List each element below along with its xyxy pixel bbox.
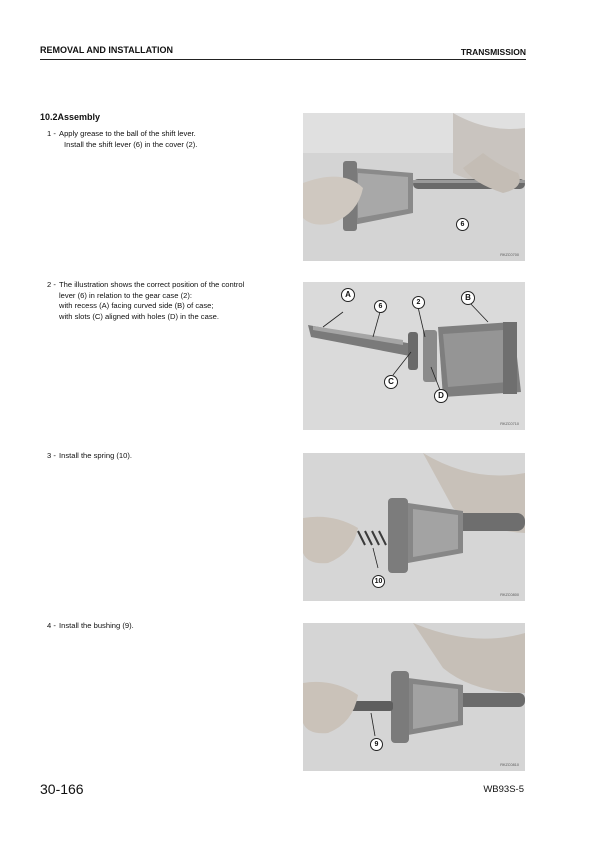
section-title: 10.2Assembly [40,112,101,122]
callout-B: B [461,291,475,305]
step-3-text-1: Install the spring (10). [59,451,133,460]
step-2-line-3: with recess (A) facing curved side (B) of case; [59,301,214,311]
header-divider [40,59,526,60]
figure-1-photo [303,113,525,261]
step-2-number: 2 - [47,280,56,289]
figure-3-photo [303,453,525,601]
callout-C: C [384,375,398,389]
figure-3-illustration [303,453,525,601]
figure-4-illustration [303,623,525,771]
callout-9: 9 [370,738,383,751]
figure-1-illustration [303,113,525,261]
step-1-text-1: Apply grease to the ball of the shift lever. [59,129,196,138]
step-4-line-1 [47,621,297,632]
callout-A: A [341,288,355,302]
step-2-text-1: The illustration shows the correct position of the control [59,280,245,289]
step-1-line-2: Install the shift lever (6) in the cover (2). [64,139,198,149]
callout-6: 6 [374,300,387,313]
callout-6: 6 [456,218,469,231]
step-2 [47,280,297,322]
step-2-line-2: lever (6) in relation to the gear case (2): [59,290,192,300]
figure-4-photo [303,623,525,771]
step-3 [47,451,297,462]
step-1-number: 1 - [47,129,56,138]
callout-2: 2 [412,296,425,309]
step-1 [47,129,297,150]
page-number: 30-166 [40,781,84,797]
header-chapter-title: TRANSMISSION [460,47,526,57]
step-4 [47,621,297,632]
model-code: WB93S-5 [483,784,524,795]
header-section-title: REMOVAL AND INSTALLATION [40,45,173,55]
figure-1-code: RKZC0700 [500,253,519,257]
step-1-line-1 [47,129,297,140]
step-3-line-1 [47,451,297,462]
step-4-number: 4 - [47,621,56,630]
step-3-number: 3 - [47,451,56,460]
callout-10: 10 [372,575,385,588]
figure-2-photo [303,282,525,430]
figure-2-code: RKZC0710 [500,422,519,426]
step-2-line-4: with slots (C) aligned with holes (D) in the case. [59,311,219,321]
step-4-text-1: Install the bushing (9). [59,621,134,630]
figure-4-code: RKZC0810 [500,763,519,767]
step-2-line-1 [47,280,297,291]
figure-3-code: RKZC0800 [500,593,519,597]
callout-D: D [434,389,448,403]
